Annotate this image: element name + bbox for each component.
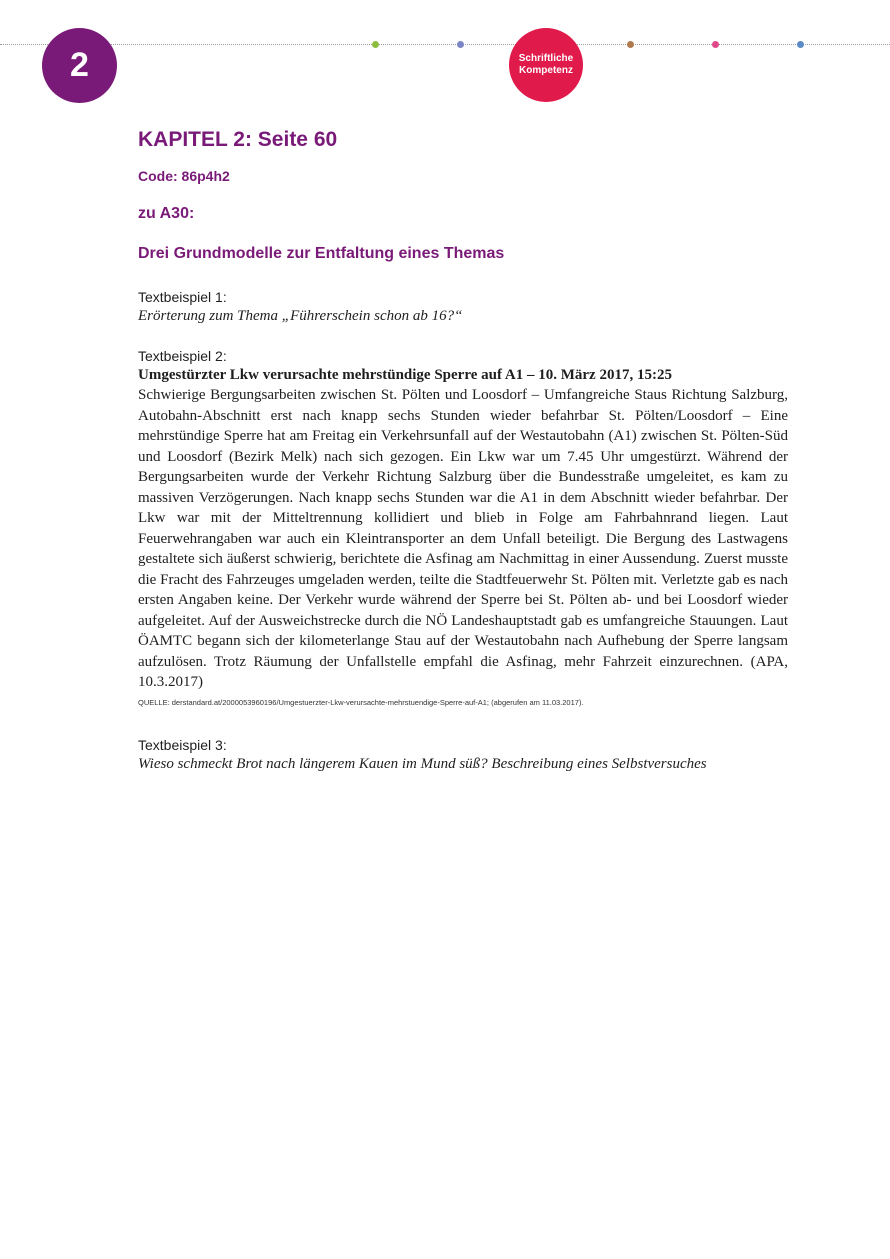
decor-dot-pink: [712, 41, 719, 48]
example-2-headline: Umgestürzter Lkw verursachte mehrstündige Sperre auf A1 – 10. März 2017, 15:25: [138, 367, 672, 383]
example-1: [138, 288, 788, 326]
competence-badge-line1: Schriftliche: [518, 53, 574, 64]
example-1-text: Erörterung zum Thema „Führerschein schon ab 16?“: [138, 308, 463, 324]
example-1-label: Textbeispiel 1:: [138, 289, 227, 305]
example-2: [138, 347, 788, 708]
example-3-label: Textbeispiel 3:: [138, 736, 227, 753]
header-dotted-line: [0, 44, 890, 45]
chapter-number-badge: [42, 28, 117, 103]
chapter-number: 2: [70, 46, 89, 84]
example-3-text: Wieso schmeckt Brot nach längerem Kauen im Mund süß? Beschreibung eines Selbstversuches: [138, 755, 707, 772]
example-2-body: Schwierige Bergungsarbeiten zwischen St. Pölten und Loosdorf – Umfangreiche Staus Richtung Salzburg, Autobahn-Abschnitt erst nach knapp sechs Stunden wieder befahrbar St. Pölten/Loosdorf – Eine mehrstündige Sperre hat am Freitag ein Verkehrsunfall auf der Westautobahn (A1) zwischen St. Pölten-Süd und Loosdorf (Bezirk Melk) nach sich gezogen. Ein Lkw war um 7.45 Uhr umgestürzt. Während der Bergungsarbeiten wurde der Verkehr Richtung Salzburg über die Bundesstraße umgeleitet, es kam zu massiven Verzögerungen. Nach knapp sechs Stunden war die A1 in dem Abschnitt wieder befahrbar. Der Lkw war mit der Mitteltrennung kollidiert und blieb in Folge am Fahrbahnrand liegen. Laut Feuerwehrangaben war auch ein Kleintransporter an dem Unfall beteiligt. Die Bergung des Lastwagens gestaltete sich äußerst schwierig, berichtete die Asfinag am Nachmittag in einer Aussendung. Zuerst musste die Fracht des Fahrzeuges umgeladen werden, teilte die Stadtfeuerwehr St. Pölten mit. Verletzte gab es nach ersten Angaben keine. Der Verkehr wurde während der Sperre bei St. Pölten ab- und bei Loosdorf wieder aufgeleitet. Auf der Ausweichstrecke durch die NÖ Landeshauptstadt gab es umfangreiche Stauungen. Laut ÖAMTC begann sich der kilometerlange Stau auf der Westautobahn nach Aufhebung der Sperre langsam aufzulösen. Trotz Räumung der Unfallstelle empfahl die Asfinag, mehr Fahrzeit einzurechnen. (APA, 10.3.2017): [138, 387, 788, 690]
access-code: Code: 86p4h2: [138, 168, 230, 184]
example-2-source: QUELLE: derstandard.at/2000053960196/Umgestuerzter-Lkw-verursachte-mehrstuendige-Sperre-auf-A1; (abgerufen am 11.03.2017).: [138, 697, 584, 707]
decor-dot-green: [372, 41, 379, 48]
competence-badge: [509, 28, 583, 102]
decor-dot-blue: [457, 41, 464, 48]
example-3: [138, 736, 788, 774]
section-heading: zu A30:: [138, 205, 195, 222]
decor-dot-brown: [627, 41, 634, 48]
section-subtitle: Drei Grundmodelle zur Entfaltung eines Themas: [138, 245, 505, 262]
example-2-label: Textbeispiel 2:: [138, 348, 227, 364]
decor-dot-steel: [797, 41, 804, 48]
competence-badge-line2: Kompetenz: [519, 65, 573, 76]
main-content: [138, 126, 788, 774]
page-title: KAPITEL 2: Seite 60: [138, 128, 338, 151]
